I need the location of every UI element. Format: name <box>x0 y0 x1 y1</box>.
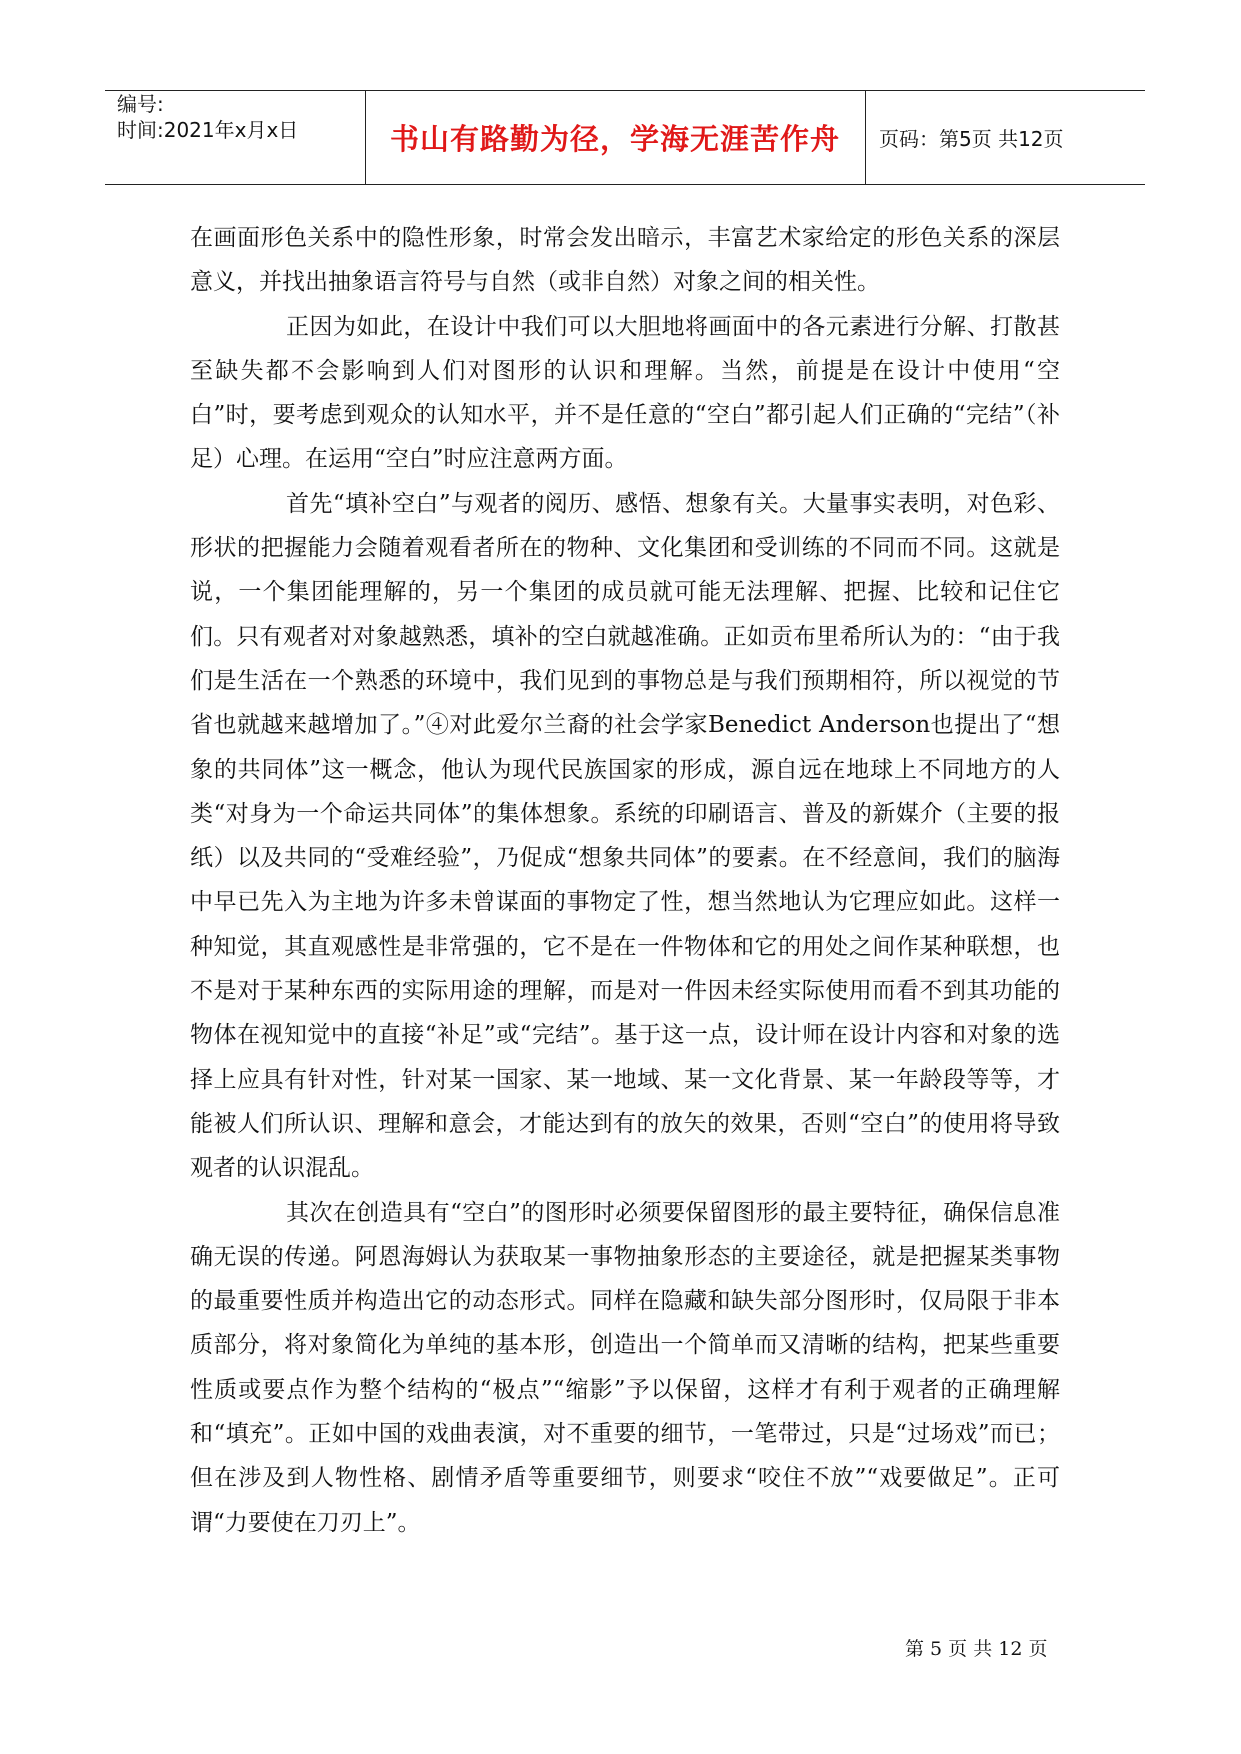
body-paragraph-1: 在画面形色关系中的隐性形象，时常会发出暗示，丰富艺术家给定的形色关系的深层意义，并找出抽象语言符号与自然（或非自然）对象之间的相关性。 <box>190 225 1060 296</box>
header-divider-left <box>365 91 366 184</box>
body-paragraph-2: 正因为如此，在设计中我们可以大胆地将画面中的各元素进行分解、打散甚至缺失都不会影响到人们对图形的认识和理解。当然，前提是在设计中使用“空白”时，要考虑到观众的认知水平，并不是任意的“空白”都引起人们正确的“完结”（补足）心理。在运用“空白”时应注意两方面。 <box>190 313 1060 473</box>
document-body <box>190 216 1060 1545</box>
header-motto: 书山有路勤为径，学海无涯苦作舟 <box>389 122 840 156</box>
document-time-label: 时间:2021年x月x日 <box>117 118 299 142</box>
header-meta <box>117 91 365 184</box>
document-number-label: 编号: <box>117 92 164 116</box>
header-page-info: 页码：第5页 共12页 <box>879 127 1064 151</box>
body-paragraph-3: 首先“填补空白”与观者的阅历、感悟、想象有关。大量事实表明，对色彩、形状的把握能力会随着观看者所在的物种、文化集团和受训练的不同而不同。这就是说，一个集团能理解的，另一个集团的成员就可能无法理解、把握、比较和记住它们。只有观者对对象越熟悉，填补的空白就越准确。正如贡布里希所认为的：“由于我们是生活在一个熟悉的环境中，我们见到的事物总是与我们预期相符，所以视觉的节省也就越来越增加了。”④对此爱尔兰裔的社会学家Benedict Anderson也提出了“想象的共同体”这一概念，他认为现代民族国家的形成，源自远在地球上不同地方的人类“对身为一个命运共同体”的集体想象。系统的印刷语言、普及的新媒介（主要的报纸）以及共同的“受难经验”，乃促成“想象共同体”的要素。在不经意间，我们的脑海中早已先入为主地为许多未曾谋面的事物定了性，想当然地认为它理应如此。这样一种知觉，其直观感性是非常强的，它不是在一件物体和它的用处之间作某种联想，也不是对于某种东西的实际用途的理解，而是对一件因未经实际使用而看不到其功能的物体在视知觉中的直接“补足”或“完结”。基于这一点，设计师在设计内容和对象的选择上应具有针对性，针对某一国家、某一地域、某一文化背景、某一年龄段等等，才能被人们所认识、理解和意会，才能达到有的放矢的效果，否则“空白”的使用将导致观者的认识混乱。 <box>190 490 1060 1182</box>
page-footer: 第 5 页 共 12 页 <box>905 1638 1048 1660</box>
page-header <box>105 90 1145 185</box>
body-paragraph-4: 其次在创造具有“空白”的图形时必须要保留图形的最主要特征，确保信息准确无误的传递。阿恩海姆认为获取某一事物抽象形态的主要途径，就是把握某类事物的最重要性质并构造出它的动态形式。同样在隐藏和缺失部分图形时，仅局限于非本质部分，将对象简化为单纯的基本形，创造出一个简单而又清晰的结构，把某些重要性质或要点作为整个结构的“极点”“缩影”予以保留，这样才有利于观者的正确理解和“填充”。正如中国的戏曲表演，对不重要的细节，一笔带过，只是“过场戏”而已；但在涉及到人物性格、剧情矛盾等重要细节，则要求“咬住不放”“戏要做足”。正可谓“力要使在刀刃上”。 <box>190 1199 1060 1536</box>
